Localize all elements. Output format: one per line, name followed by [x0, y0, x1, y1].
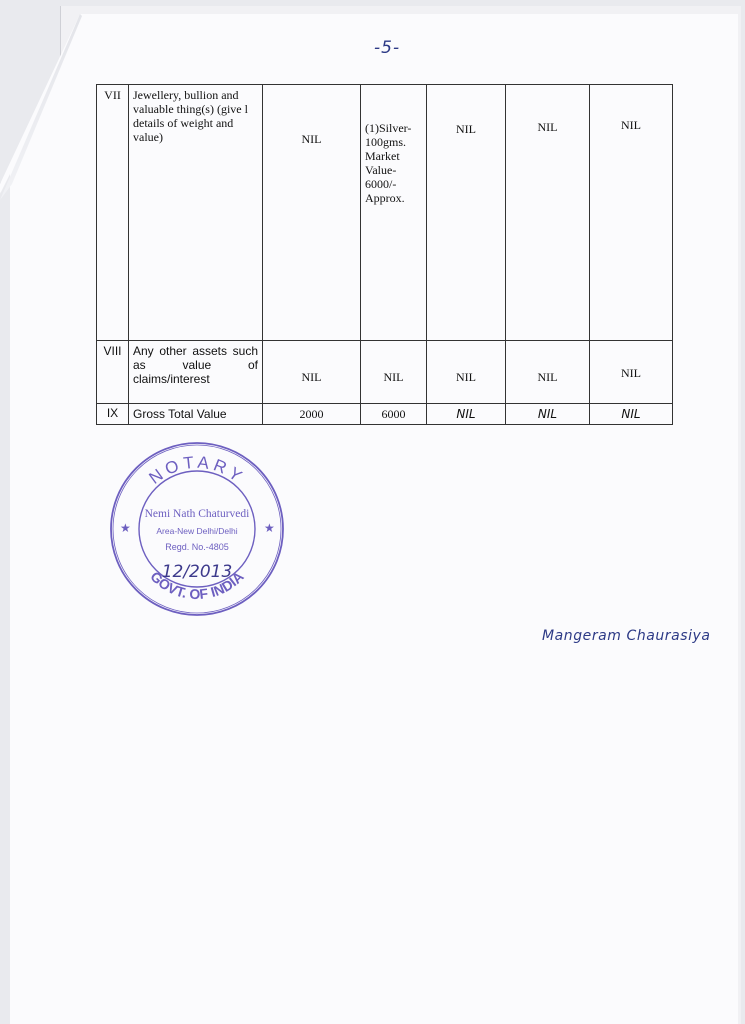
stamp-name: Nemi Nath Chaturvedi: [144, 508, 250, 520]
table-cell: NIL: [506, 85, 590, 341]
table-cell: NIL: [506, 341, 590, 404]
star-icon: ★: [264, 521, 275, 535]
row-description: Jewellery, bullion and valuable thing(s) (give l details of weight and value): [129, 85, 263, 341]
svg-text:NOTARY: [146, 453, 249, 488]
table-cell: 6000: [361, 404, 427, 425]
star-icon: ★: [120, 521, 131, 535]
table-cell: 2000: [263, 404, 361, 425]
row-number: VII: [97, 85, 129, 341]
signature-text: Mangeram Chaurasiya: [542, 628, 710, 644]
table-cell: NIL: [361, 341, 427, 404]
table-cell: NIL: [590, 85, 673, 341]
assets-table: [96, 84, 673, 425]
signature: [540, 614, 715, 664]
table-cell: NIL: [263, 85, 361, 341]
table-cell: NIL: [263, 341, 361, 404]
notary-stamp: [108, 440, 286, 618]
stamp-regd: Regd. No.-4805: [165, 542, 229, 552]
stamp-top-text: NOTARY: [145, 452, 249, 488]
stamp-bottom-text: GOVT. OF INDIA: [147, 568, 247, 603]
stamp-date: 12/2013: [161, 562, 233, 582]
table-row: [97, 341, 673, 404]
table-cell: NIL: [590, 341, 673, 404]
table-cell: NIL: [427, 85, 506, 341]
table-row: [97, 404, 673, 425]
row-number: IX: [97, 404, 129, 425]
handwritten-cell: NIL: [506, 404, 590, 425]
table-cell: (1)Silver-100gms. Market Value-6000/- Approx.: [361, 85, 427, 341]
handwritten-cell: NIL: [427, 404, 506, 425]
stamp-area: Area-New Delhi/Delhi: [156, 526, 238, 536]
table-row: [97, 85, 673, 341]
handwritten-cell: NIL: [590, 404, 673, 425]
row-number: VIII: [97, 341, 129, 404]
row-description: Gross Total Value: [129, 404, 263, 425]
page-number: -5-: [374, 38, 401, 58]
row-description: Any other assets such as value of claims/interest: [129, 341, 263, 404]
table-cell: NIL: [427, 341, 506, 404]
